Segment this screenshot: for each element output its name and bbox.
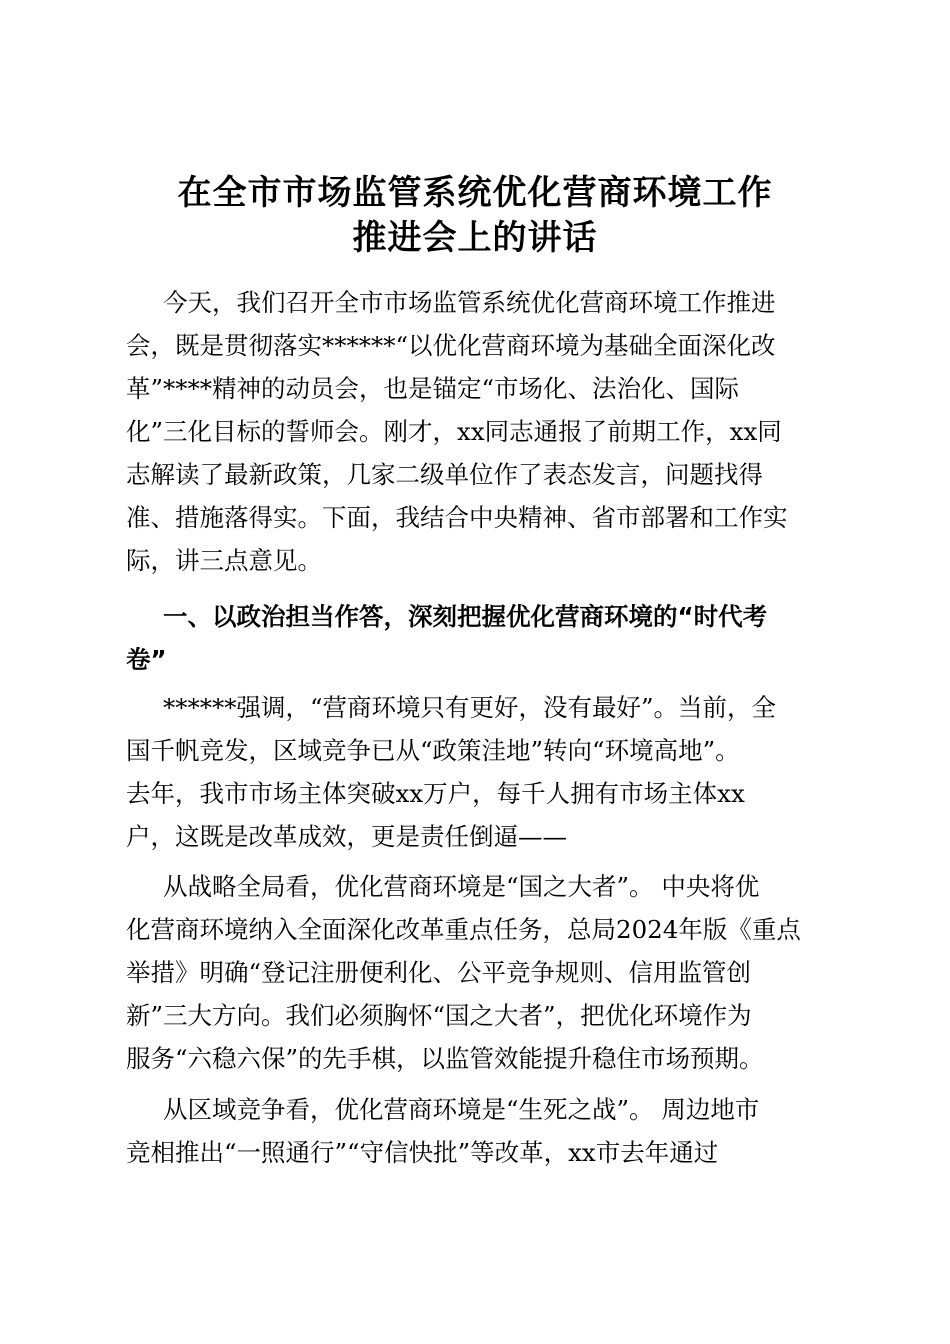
paragraph-line: 际，讲三点意见。 <box>126 546 322 575</box>
paragraph-line: 从战略全局看，优化营商环境是“国之大者”。 中央将优 <box>163 872 760 901</box>
paragraph-line: 从区域竞争看，优化营商环境是“生死之战”。 周边地市 <box>163 1095 760 1124</box>
paragraph-line: 今天，我们召开全市市场监管系统优化营商环境工作推进 <box>163 288 776 317</box>
section-heading-line: 一、以政治担当作答，深刻把握优化营商环境的“时代考 <box>163 602 768 631</box>
paragraph-line: 竞相推出“一照通行”“守信快批”等改革，xx市去年通过 <box>126 1138 719 1167</box>
paragraph-line: 国千帆竞发，区域竞争已从“政策洼地”转向“环境高地”。 <box>126 736 740 765</box>
paragraph-line: 会，既是贯彻落实******“以优化营商环境为基础全面深化改 <box>126 331 776 360</box>
paragraph-line: ******强调，“营商环境只有更好，没有最好”。当前，全 <box>163 693 777 722</box>
document-title-line-1: 在全市市场监管系统优化营商环境工作 <box>177 173 773 213</box>
paragraph-line: 户，这既是改革成效，更是责任倒逼—— <box>126 822 567 851</box>
paragraph-line: 服务“六稳六保”的先手棋，以监管效能提升稳住市场预期。 <box>126 1044 764 1073</box>
paragraph-line: 新”三大方向。我们必须胸怀“国之大者”，把优化环境作为 <box>126 1001 752 1030</box>
paragraph-line: 化”三化目标的誓师会。刚才，xx同志通报了前期工作，xx同 <box>126 417 782 446</box>
section-heading-line: 卷” <box>126 645 167 674</box>
paragraph-line: 革”****精神的动员会，也是锚定“市场化、法治化、国际 <box>126 374 740 403</box>
paragraph-line: 准、措施落得实。下面，我结合中央精神、省市部署和工作实 <box>126 503 788 532</box>
paragraph-line: 志解读了最新政策，几家二级单位作了表态发言，问题找得 <box>126 460 763 489</box>
document-title-line-2: 推进会上的讲话 <box>352 218 598 258</box>
paragraph-line: 化营商环境纳入全面深化改革重点任务，总局2024年版《重点 <box>126 915 801 944</box>
paragraph-line: 举措》明确“登记注册便利化、公平竞争规则、信用监管创 <box>126 958 752 987</box>
paragraph-line: 去年，我市市场主体突破xx万户，每千人拥有市场主体xx <box>126 779 745 808</box>
